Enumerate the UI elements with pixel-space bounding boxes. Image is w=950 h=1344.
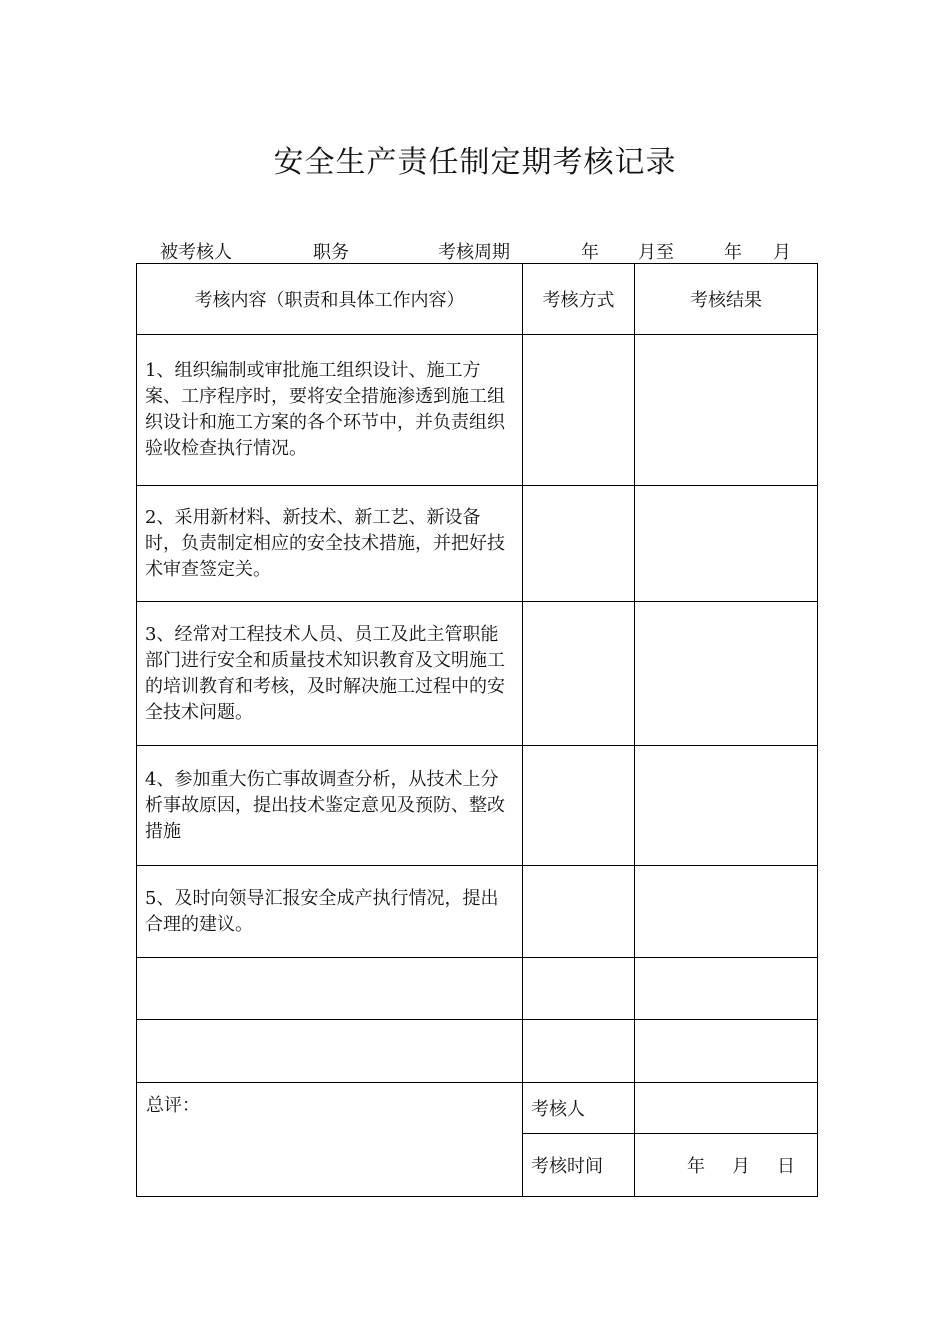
row-method-cell[interactable] — [523, 486, 635, 602]
row-result-cell[interactable] — [635, 486, 818, 602]
row-method-cell[interactable] — [523, 746, 635, 866]
examinee-label: 被考核人 — [160, 242, 232, 263]
table-row — [137, 335, 818, 486]
row-method-cell[interactable] — [523, 335, 635, 486]
row-content[interactable] — [137, 1020, 523, 1083]
assessor-label: 考核人 — [523, 1083, 635, 1134]
period-end-year-label: 年 — [724, 242, 742, 263]
assessment-time-label: 考核时间 — [523, 1134, 635, 1197]
row-result-cell[interactable] — [635, 866, 818, 958]
table-row — [137, 866, 818, 958]
table-header-row — [137, 264, 818, 335]
period-label: 考核周期 — [438, 242, 510, 263]
period-end-month-label: 月 — [773, 242, 791, 263]
table-row — [137, 602, 818, 746]
date-day-label: 日 — [777, 1156, 795, 1177]
header-method: 考核方式 — [523, 264, 635, 335]
row-content: 2、采用新材料、新技术、新工艺、新设备时，负责制定相应的安全技术措施，并把好技术审查签定关。 — [137, 486, 523, 602]
assessor-field[interactable] — [635, 1083, 818, 1134]
period-start-month-to-label: 月至 — [638, 242, 674, 263]
date-year-label: 年 — [687, 1156, 705, 1177]
table-row — [137, 958, 818, 1020]
row-content: 3、经常对工程技术人员、员工及此主管职能部门进行安全和质量技术知识教育及文明施工的培训教育和考核，及时解决施工过程中的安全技术问题。 — [137, 602, 523, 746]
position-label: 职务 — [313, 242, 349, 263]
row-content: 5、及时向领导汇报安全成产执行情况，提出合理的建议。 — [137, 866, 523, 958]
row-method-cell[interactable] — [523, 958, 635, 1020]
assessor-row — [137, 1083, 818, 1134]
date-month-label: 月 — [732, 1156, 750, 1177]
row-content[interactable] — [137, 958, 523, 1020]
row-result-cell[interactable] — [635, 958, 818, 1020]
table-row — [137, 1020, 818, 1083]
header-result: 考核结果 — [635, 264, 818, 335]
period-start-year-label: 年 — [581, 242, 599, 263]
row-method-cell[interactable] — [523, 602, 635, 746]
table-row — [137, 486, 818, 602]
row-method-cell[interactable] — [523, 866, 635, 958]
assessment-date-field[interactable] — [635, 1134, 818, 1197]
assessment-table — [136, 263, 818, 1197]
table-row — [137, 746, 818, 866]
row-method-cell[interactable] — [523, 1020, 635, 1083]
row-result-cell[interactable] — [635, 746, 818, 866]
row-result-cell[interactable] — [635, 1020, 818, 1083]
row-content: 4、参加重大伤亡事故调查分析，从技术上分析事故原因，提出技术鉴定意见及预防、整改措施 — [137, 746, 523, 866]
row-result-cell[interactable] — [635, 335, 818, 486]
summary-label[interactable]: 总评： — [137, 1083, 523, 1197]
row-result-cell[interactable] — [635, 602, 818, 746]
row-content: 1、组织编制或审批施工组织设计、施工方案、工序程序时，要将安全措施渗透到施工组织设计和施工方案的各个环节中，并负责组织验收检查执行情况。 — [137, 335, 523, 486]
document-title: 安全生产责任制定期考核记录 — [273, 145, 677, 180]
header-content: 考核内容（职责和具体工作内容） — [137, 264, 523, 335]
